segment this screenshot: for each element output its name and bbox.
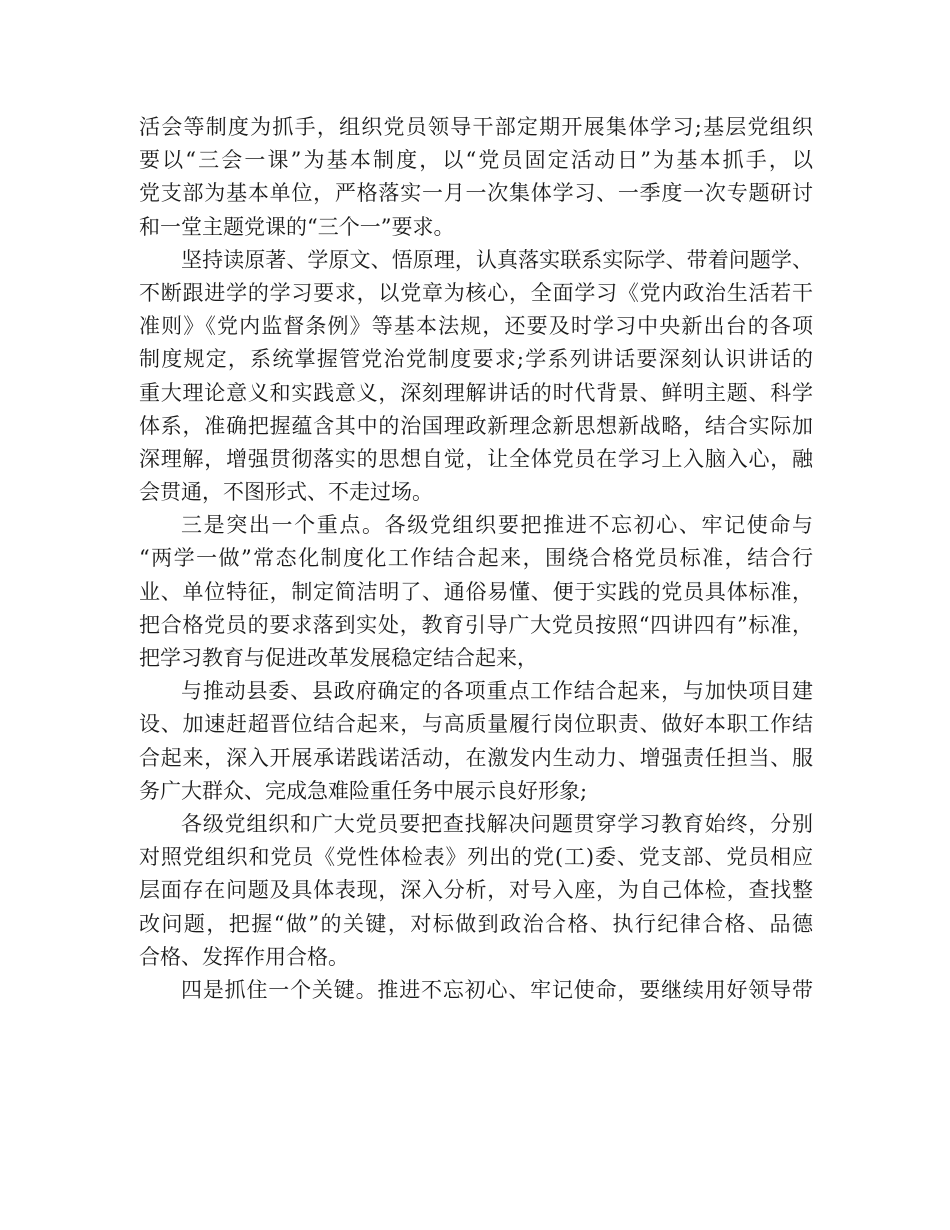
text-line: 把学习教育与促进改革发展稳定结合起来，: [139, 646, 538, 670]
text-line: 党支部为基本单位，严格落实一月一次集体学习、一季度一次专题研讨: [139, 181, 813, 206]
text-line: 会贯通，不图形式、不走过场。: [139, 480, 433, 505]
text-line: 与推动县委、县政府确定的各项重点工作结合起来，与加快项目建: [181, 679, 813, 704]
text-line: 制度规定，系统掌握管党治党制度要求;学系列讲话要深刻认识讲话的: [139, 347, 813, 372]
text-line: 要以“三会一课”为基本制度，以“党员固定活动日”为基本抓手，以: [139, 148, 813, 173]
text-line: 准则》《党内监督条例》等基本法规，还要及时学习中央新出台的各项: [139, 314, 813, 339]
text-line: 合起来，深入开展承诺践诺活动，在激发内生动力、增强责任担当、服: [139, 745, 813, 770]
text-line: 三是突出一个重点。各级党组织要把推进不忘初心、牢记使命与: [181, 513, 813, 538]
text-line: 各级党组织和广大党员要把查找解决问题贯穿学习教育始终，分别: [181, 811, 813, 836]
text-line: 体系，准确把握蕴含其中的治国理政新理念新思想新战略，结合实际加: [139, 413, 813, 438]
text-line: 合格、发挥作用合格。: [139, 944, 349, 969]
text-line: 业、单位特征，制定简洁明了、通俗易懂、便于实践的党员具体标准，: [139, 579, 813, 604]
text-line: 深理解，增强贯彻落实的思想自觉，让全体党员在学习上入脑入心，融: [139, 446, 813, 471]
text-line: 务广大群众、完成急难险重任务中展示良好形象;: [139, 778, 588, 803]
text-line: “两学一做”常态化制度化工作结合起来，围绕合格党员标准，结合行: [139, 546, 813, 571]
text-line: 把合格党员的要求落到实处，教育引导广大党员按照“四讲四有”标准，: [139, 612, 813, 637]
text-line: 活会等制度为抓手，组织党员领导干部定期开展集体学习;基层党组织: [139, 115, 813, 139]
text-line: 重大理论意义和实践意义，深刻理解讲话的时代背景、鲜明主题、科学: [139, 380, 813, 405]
document-body: [139, 111, 813, 1007]
text-line: 和一堂主题党课的“三个一”要求。: [139, 214, 455, 239]
text-line: 层面存在问题及具体表现，深入分析，对号入座，为自己体检，查找整: [139, 878, 813, 903]
text-line: 对照党组织和党员《党性体检表》列出的党(工)委、党支部、党员相应: [139, 845, 813, 870]
text-line: 改问题，把握“做”的关键，对标做到政治合格、执行纪律合格、品德: [139, 911, 813, 936]
text-line: 四是抓住一个关键。推进不忘初心、牢记使命，要继续用好领导带: [181, 977, 813, 1002]
text-line: 坚持读原著、学原文、悟原理，认真落实联系实际学、带着问题学、: [181, 247, 813, 272]
text-line: 不断跟进学的学习要求，以党章为核心，全面学习《党内政治生活若干: [139, 280, 813, 305]
text-line: 设、加速赶超晋位结合起来，与高质量履行岗位职责、做好本职工作结: [139, 712, 813, 737]
